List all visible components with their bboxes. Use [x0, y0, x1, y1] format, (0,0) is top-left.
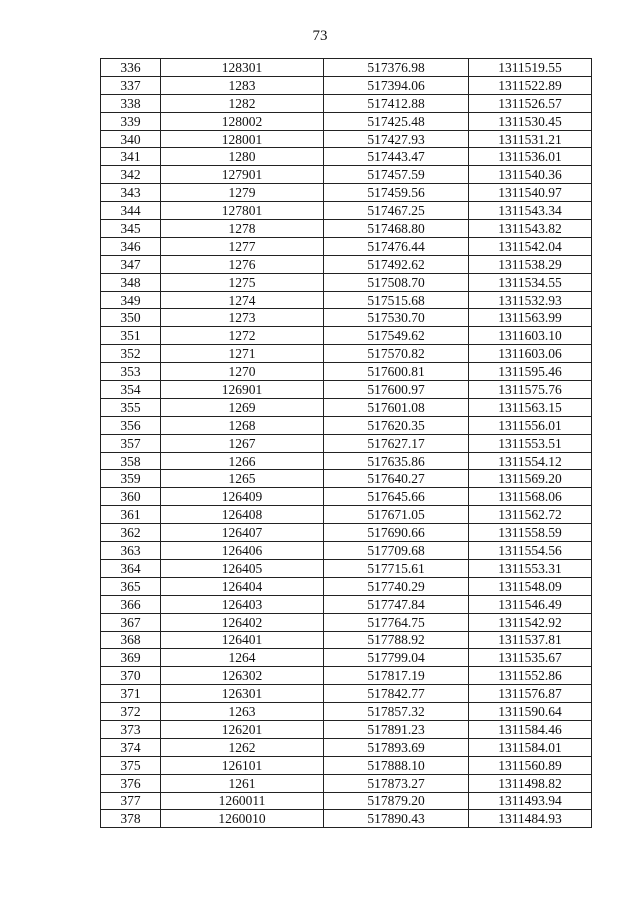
- x-coordinate-cell: 517620.35: [324, 416, 469, 434]
- row-index-cell: 363: [101, 542, 161, 560]
- table-row: [101, 345, 592, 363]
- point-id-cell: 1263: [161, 703, 324, 721]
- table-row: [101, 59, 592, 77]
- row-index-cell: 337: [101, 76, 161, 94]
- table-row: [101, 291, 592, 309]
- page-number: 73: [312, 28, 328, 44]
- y-coordinate-cell: 1311576.87: [469, 685, 592, 703]
- table-row: [101, 506, 592, 524]
- x-coordinate-cell: 517891.23: [324, 720, 469, 738]
- row-index-cell: 377: [101, 792, 161, 810]
- table-row: [101, 94, 592, 112]
- row-index-cell: 371: [101, 685, 161, 703]
- row-index-cell: 356: [101, 416, 161, 434]
- row-index-cell: 357: [101, 434, 161, 452]
- row-index-cell: 367: [101, 613, 161, 631]
- point-id-cell: 1270: [161, 363, 324, 381]
- row-index-cell: 368: [101, 631, 161, 649]
- point-id-cell: 1277: [161, 237, 324, 255]
- x-coordinate-cell: 517799.04: [324, 649, 469, 667]
- row-index-cell: 366: [101, 595, 161, 613]
- point-id-cell: 1282: [161, 94, 324, 112]
- table-row: [101, 703, 592, 721]
- point-id-cell: 126404: [161, 577, 324, 595]
- y-coordinate-cell: 1311548.09: [469, 577, 592, 595]
- point-id-cell: 1269: [161, 398, 324, 416]
- table-row: [101, 273, 592, 291]
- x-coordinate-cell: 517627.17: [324, 434, 469, 452]
- table-row: [101, 685, 592, 703]
- row-index-cell: 344: [101, 202, 161, 220]
- y-coordinate-cell: 1311546.49: [469, 595, 592, 613]
- row-index-cell: 336: [101, 59, 161, 77]
- x-coordinate-cell: 517879.20: [324, 792, 469, 810]
- y-coordinate-cell: 1311568.06: [469, 488, 592, 506]
- y-coordinate-cell: 1311603.06: [469, 345, 592, 363]
- x-coordinate-cell: 517476.44: [324, 237, 469, 255]
- point-id-cell: 126408: [161, 506, 324, 524]
- point-id-cell: 1265: [161, 470, 324, 488]
- table-row: [101, 631, 592, 649]
- y-coordinate-cell: 1311575.76: [469, 381, 592, 399]
- y-coordinate-cell: 1311526.57: [469, 94, 592, 112]
- point-id-cell: 1273: [161, 309, 324, 327]
- point-id-cell: 1275: [161, 273, 324, 291]
- row-index-cell: 370: [101, 667, 161, 685]
- coordinates-table: [100, 58, 592, 828]
- table-row: [101, 738, 592, 756]
- x-coordinate-cell: 517817.19: [324, 667, 469, 685]
- y-coordinate-cell: 1311540.36: [469, 166, 592, 184]
- coordinates-table-container: [100, 58, 591, 828]
- x-coordinate-cell: 517715.61: [324, 559, 469, 577]
- y-coordinate-cell: 1311554.12: [469, 452, 592, 470]
- table-row: [101, 595, 592, 613]
- table-row: [101, 470, 592, 488]
- table-row: [101, 524, 592, 542]
- row-index-cell: 360: [101, 488, 161, 506]
- table-row: [101, 309, 592, 327]
- y-coordinate-cell: 1311603.10: [469, 327, 592, 345]
- point-id-cell: 1261: [161, 774, 324, 792]
- y-coordinate-cell: 1311552.86: [469, 667, 592, 685]
- x-coordinate-cell: 517645.66: [324, 488, 469, 506]
- table-row: [101, 488, 592, 506]
- x-coordinate-cell: 517690.66: [324, 524, 469, 542]
- point-id-cell: 1262: [161, 738, 324, 756]
- row-index-cell: 369: [101, 649, 161, 667]
- point-id-cell: 1268: [161, 416, 324, 434]
- table-row: [101, 363, 592, 381]
- y-coordinate-cell: 1311556.01: [469, 416, 592, 434]
- row-index-cell: 365: [101, 577, 161, 595]
- table-row: [101, 255, 592, 273]
- y-coordinate-cell: 1311553.31: [469, 559, 592, 577]
- point-id-cell: 1278: [161, 220, 324, 238]
- table-row: [101, 720, 592, 738]
- x-coordinate-cell: 517635.86: [324, 452, 469, 470]
- table-row: [101, 667, 592, 685]
- table-row: [101, 202, 592, 220]
- y-coordinate-cell: 1311543.34: [469, 202, 592, 220]
- x-coordinate-cell: 517764.75: [324, 613, 469, 631]
- x-coordinate-cell: 517857.32: [324, 703, 469, 721]
- row-index-cell: 343: [101, 184, 161, 202]
- y-coordinate-cell: 1311530.45: [469, 112, 592, 130]
- y-coordinate-cell: 1311595.46: [469, 363, 592, 381]
- point-id-cell: 126401: [161, 631, 324, 649]
- table-row: [101, 416, 592, 434]
- row-index-cell: 373: [101, 720, 161, 738]
- table-row: [101, 237, 592, 255]
- point-id-cell: 126901: [161, 381, 324, 399]
- point-id-cell: 126201: [161, 720, 324, 738]
- x-coordinate-cell: 517457.59: [324, 166, 469, 184]
- y-coordinate-cell: 1311522.89: [469, 76, 592, 94]
- x-coordinate-cell: 517747.84: [324, 595, 469, 613]
- x-coordinate-cell: 517601.08: [324, 398, 469, 416]
- table-row: [101, 810, 592, 828]
- y-coordinate-cell: 1311569.20: [469, 470, 592, 488]
- x-coordinate-cell: 517740.29: [324, 577, 469, 595]
- point-id-cell: 1274: [161, 291, 324, 309]
- point-id-cell: 128301: [161, 59, 324, 77]
- point-id-cell: 1260011: [161, 792, 324, 810]
- y-coordinate-cell: 1311536.01: [469, 148, 592, 166]
- y-coordinate-cell: 1311590.64: [469, 703, 592, 721]
- row-index-cell: 372: [101, 703, 161, 721]
- row-index-cell: 374: [101, 738, 161, 756]
- table-row: [101, 434, 592, 452]
- point-id-cell: 126405: [161, 559, 324, 577]
- x-coordinate-cell: 517549.62: [324, 327, 469, 345]
- row-index-cell: 342: [101, 166, 161, 184]
- point-id-cell: 126402: [161, 613, 324, 631]
- row-index-cell: 338: [101, 94, 161, 112]
- table-row: [101, 112, 592, 130]
- y-coordinate-cell: 1311563.15: [469, 398, 592, 416]
- row-index-cell: 354: [101, 381, 161, 399]
- row-index-cell: 355: [101, 398, 161, 416]
- row-index-cell: 364: [101, 559, 161, 577]
- table-row: [101, 148, 592, 166]
- table-row: [101, 166, 592, 184]
- point-id-cell: 1271: [161, 345, 324, 363]
- table-row: [101, 130, 592, 148]
- y-coordinate-cell: 1311493.94: [469, 792, 592, 810]
- y-coordinate-cell: 1311538.29: [469, 255, 592, 273]
- x-coordinate-cell: 517508.70: [324, 273, 469, 291]
- row-index-cell: 359: [101, 470, 161, 488]
- y-coordinate-cell: 1311531.21: [469, 130, 592, 148]
- row-index-cell: 348: [101, 273, 161, 291]
- x-coordinate-cell: 517427.93: [324, 130, 469, 148]
- point-id-cell: 1280: [161, 148, 324, 166]
- row-index-cell: 358: [101, 452, 161, 470]
- point-id-cell: 126409: [161, 488, 324, 506]
- x-coordinate-cell: 517600.97: [324, 381, 469, 399]
- table-row: [101, 398, 592, 416]
- point-id-cell: 128002: [161, 112, 324, 130]
- y-coordinate-cell: 1311532.93: [469, 291, 592, 309]
- table-row: [101, 76, 592, 94]
- table-row: [101, 381, 592, 399]
- x-coordinate-cell: 517709.68: [324, 542, 469, 560]
- x-coordinate-cell: 517788.92: [324, 631, 469, 649]
- y-coordinate-cell: 1311519.55: [469, 59, 592, 77]
- point-id-cell: 127801: [161, 202, 324, 220]
- point-id-cell: 1279: [161, 184, 324, 202]
- row-index-cell: 340: [101, 130, 161, 148]
- x-coordinate-cell: 517873.27: [324, 774, 469, 792]
- row-index-cell: 376: [101, 774, 161, 792]
- point-id-cell: 1260010: [161, 810, 324, 828]
- coordinates-table-body: [101, 59, 592, 828]
- y-coordinate-cell: 1311584.46: [469, 720, 592, 738]
- table-row: [101, 792, 592, 810]
- point-id-cell: 1267: [161, 434, 324, 452]
- y-coordinate-cell: 1311534.55: [469, 273, 592, 291]
- row-index-cell: 349: [101, 291, 161, 309]
- x-coordinate-cell: 517570.82: [324, 345, 469, 363]
- table-row: [101, 774, 592, 792]
- table-row: [101, 327, 592, 345]
- point-id-cell: 1272: [161, 327, 324, 345]
- row-index-cell: 346: [101, 237, 161, 255]
- point-id-cell: 1266: [161, 452, 324, 470]
- row-index-cell: 350: [101, 309, 161, 327]
- table-row: [101, 649, 592, 667]
- table-row: [101, 559, 592, 577]
- x-coordinate-cell: 517893.69: [324, 738, 469, 756]
- x-coordinate-cell: 517530.70: [324, 309, 469, 327]
- row-index-cell: 361: [101, 506, 161, 524]
- y-coordinate-cell: 1311540.97: [469, 184, 592, 202]
- point-id-cell: 126301: [161, 685, 324, 703]
- row-index-cell: 351: [101, 327, 161, 345]
- y-coordinate-cell: 1311484.93: [469, 810, 592, 828]
- x-coordinate-cell: 517890.43: [324, 810, 469, 828]
- x-coordinate-cell: 517443.47: [324, 148, 469, 166]
- x-coordinate-cell: 517842.77: [324, 685, 469, 703]
- y-coordinate-cell: 1311537.81: [469, 631, 592, 649]
- x-coordinate-cell: 517888.10: [324, 756, 469, 774]
- row-index-cell: 378: [101, 810, 161, 828]
- table-row: [101, 577, 592, 595]
- y-coordinate-cell: 1311558.59: [469, 524, 592, 542]
- x-coordinate-cell: 517412.88: [324, 94, 469, 112]
- row-index-cell: 341: [101, 148, 161, 166]
- y-coordinate-cell: 1311562.72: [469, 506, 592, 524]
- row-index-cell: 347: [101, 255, 161, 273]
- y-coordinate-cell: 1311542.92: [469, 613, 592, 631]
- y-coordinate-cell: 1311498.82: [469, 774, 592, 792]
- y-coordinate-cell: 1311542.04: [469, 237, 592, 255]
- row-index-cell: 339: [101, 112, 161, 130]
- x-coordinate-cell: 517600.81: [324, 363, 469, 381]
- table-row: [101, 756, 592, 774]
- point-id-cell: 128001: [161, 130, 324, 148]
- row-index-cell: 362: [101, 524, 161, 542]
- x-coordinate-cell: 517671.05: [324, 506, 469, 524]
- x-coordinate-cell: 517425.48: [324, 112, 469, 130]
- point-id-cell: 1283: [161, 76, 324, 94]
- row-index-cell: 345: [101, 220, 161, 238]
- point-id-cell: 126407: [161, 524, 324, 542]
- row-index-cell: 375: [101, 756, 161, 774]
- point-id-cell: 1264: [161, 649, 324, 667]
- y-coordinate-cell: 1311543.82: [469, 220, 592, 238]
- x-coordinate-cell: 517640.27: [324, 470, 469, 488]
- point-id-cell: 126302: [161, 667, 324, 685]
- table-row: [101, 542, 592, 560]
- table-row: [101, 613, 592, 631]
- x-coordinate-cell: 517459.56: [324, 184, 469, 202]
- x-coordinate-cell: 517515.68: [324, 291, 469, 309]
- y-coordinate-cell: 1311584.01: [469, 738, 592, 756]
- y-coordinate-cell: 1311553.51: [469, 434, 592, 452]
- point-id-cell: 126406: [161, 542, 324, 560]
- table-row: [101, 184, 592, 202]
- table-row: [101, 452, 592, 470]
- point-id-cell: 126101: [161, 756, 324, 774]
- y-coordinate-cell: 1311535.67: [469, 649, 592, 667]
- x-coordinate-cell: 517468.80: [324, 220, 469, 238]
- row-index-cell: 353: [101, 363, 161, 381]
- y-coordinate-cell: 1311560.89: [469, 756, 592, 774]
- y-coordinate-cell: 1311554.56: [469, 542, 592, 560]
- x-coordinate-cell: 517394.06: [324, 76, 469, 94]
- x-coordinate-cell: 517492.62: [324, 255, 469, 273]
- point-id-cell: 1276: [161, 255, 324, 273]
- row-index-cell: 352: [101, 345, 161, 363]
- point-id-cell: 126403: [161, 595, 324, 613]
- y-coordinate-cell: 1311563.99: [469, 309, 592, 327]
- x-coordinate-cell: 517467.25: [324, 202, 469, 220]
- x-coordinate-cell: 517376.98: [324, 59, 469, 77]
- table-row: [101, 220, 592, 238]
- point-id-cell: 127901: [161, 166, 324, 184]
